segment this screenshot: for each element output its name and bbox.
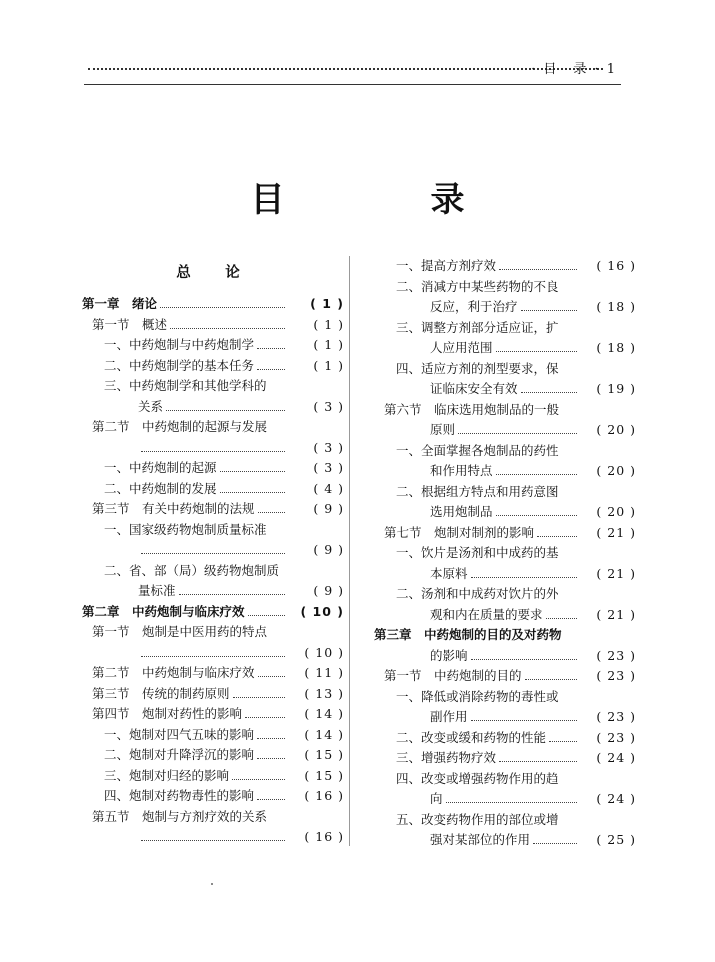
toc-entry-title: 二、汤剂和中成药对饮片的外: [396, 586, 559, 601]
toc-left-column: [82, 256, 344, 848]
toc-entry[interactable]: [374, 502, 636, 523]
toc-entry-title: 第一章 绪论: [82, 296, 158, 311]
toc-leader-dots: [220, 471, 285, 472]
toc-entry-title: 三、调整方剂部分适应证，扩: [396, 319, 559, 335]
toc-leader-dots: [525, 679, 577, 680]
toc-entry-title: 副作用: [430, 709, 468, 724]
toc-leader-dots: [257, 799, 285, 800]
toc-leader-dots: [141, 553, 285, 554]
toc-entry-title: 一、降低或消除药物的毒性或: [396, 688, 559, 704]
toc-entry-title: 一、提高方剂疗效: [396, 258, 497, 273]
toc-entry-title: 证临床安全有效: [430, 381, 518, 396]
toc-leader-dots: [521, 392, 577, 393]
toc-entry-page: ( 21 ): [596, 565, 636, 581]
toc-entry[interactable]: [82, 766, 344, 787]
toc-entry-page: ( 3 ): [313, 398, 344, 414]
toc-leader-dots: [170, 328, 285, 329]
toc-entry[interactable]: [374, 420, 636, 441]
toc-leader-dots: [496, 474, 577, 475]
toc-entry-title: 的影响: [430, 647, 468, 663]
header-leader-dots: [88, 68, 603, 70]
toc-entry-title: 关系: [138, 398, 164, 414]
toc-leader-dots: [248, 615, 285, 616]
toc-entry-title: 强对某部位的作用: [430, 832, 531, 847]
toc-entry-page: ( 23 ): [596, 709, 636, 724]
toc-entry-title: 量标准: [138, 583, 176, 598]
toc-entry[interactable]: [82, 602, 344, 623]
toc-entry[interactable]: [374, 543, 636, 564]
toc-entry-title: 第三章 中药炮制的目的及对药物: [374, 627, 562, 642]
toc-entry-title: 第一节 概述: [92, 316, 168, 332]
toc-leader-dots: [499, 269, 577, 270]
toc-leader-dots: [446, 802, 577, 803]
toc-entry[interactable]: [374, 728, 636, 749]
toc-entry-title: 第二节 中药炮制的起源与发展: [92, 419, 268, 434]
toc-entry-title: 反应，利于治疗: [430, 299, 518, 314]
toc-entry-page: ( 1 ): [313, 357, 344, 373]
toc-entry-page: ( 3 ): [313, 439, 344, 455]
toc-entry-title: 第二节 中药炮制与临床疗效: [92, 665, 255, 680]
toc-entry-title: 第七节 炮制对制剂的影响: [384, 524, 535, 540]
toc-entry[interactable]: [374, 605, 636, 626]
toc-leader-dots: [141, 451, 285, 452]
toc-leader-dots: [232, 779, 285, 780]
toc-entry[interactable]: [374, 379, 636, 400]
toc-leader-dots: [166, 410, 285, 411]
toc-entry[interactable]: [374, 441, 636, 462]
toc-entry[interactable]: [82, 479, 344, 500]
toc-entry[interactable]: [82, 540, 344, 561]
toc-leader-dots: [499, 761, 577, 762]
toc-entry[interactable]: [82, 376, 344, 397]
toc-entry-title: 四、炮制对药物毒性的影响: [104, 788, 255, 803]
toc-entry-page: ( 21 ): [596, 606, 636, 622]
toc-entry-title: 第六节 临床选用炮制品的一般: [384, 401, 560, 417]
column-divider: [349, 256, 350, 846]
toc-entry[interactable]: [374, 769, 636, 790]
toc-leader-dots: [458, 433, 577, 434]
toc-entry[interactable]: [82, 561, 344, 582]
toc-entry-title: 二、中药炮制的发展: [104, 480, 217, 496]
toc-leader-dots: [471, 720, 577, 721]
toc-entry-page: ( 11 ): [304, 665, 344, 680]
toc-entry-title: 二、中药炮制学的基本任务: [104, 357, 255, 373]
toc-leader-dots: [537, 536, 577, 537]
toc-entry-title: 二、改变或缓和药物的性能: [396, 729, 547, 745]
toc-entry-title: 观和内在质量的要求: [430, 606, 543, 622]
toc-entry[interactable]: [82, 581, 344, 602]
toc-leader-dots: [257, 738, 285, 739]
toc-entry[interactable]: [82, 827, 344, 848]
toc-entry-page: ( 21 ): [596, 524, 636, 540]
toc-entry[interactable]: [374, 359, 636, 380]
toc-entry-page: ( 15 ): [304, 767, 344, 783]
toc-entry-page: ( 14 ): [304, 726, 344, 742]
toc-entry-title: 第一节 炮制是中医用药的特点: [92, 624, 268, 639]
toc-leader-dots: [521, 310, 577, 311]
toc-entry-page: ( 19 ): [596, 381, 636, 396]
toc-entry-page: ( 9 ): [313, 501, 344, 516]
toc-entry[interactable]: [82, 745, 344, 766]
toc-entry[interactable]: [374, 318, 636, 339]
page-title: 目 录: [250, 180, 521, 220]
toc-entry-page: ( 24 ): [596, 791, 636, 806]
toc-entry-title: 五、改变药物作用的部位或增: [396, 811, 559, 827]
toc-leader-dots: [179, 594, 285, 595]
toc-entry-page: ( 16 ): [304, 829, 344, 844]
toc-entry-title: 三、增强药物疗效: [396, 750, 497, 765]
toc-entry-page: ( 20 ): [596, 504, 636, 519]
toc-entry[interactable]: [374, 789, 636, 810]
toc-entry[interactable]: [82, 684, 344, 705]
toc-entry-page: ( 1 ): [310, 296, 344, 311]
toc-entry-title: 二、省、部（局）级药物炮制质: [104, 562, 280, 578]
toc-entry-title: 四、适应方剂的剂型要求，保: [396, 360, 559, 376]
toc-entry-page: ( 15 ): [304, 747, 344, 762]
toc-leader-dots: [533, 843, 577, 844]
toc-entry-title: 一、中药炮制的起源: [104, 460, 217, 475]
toc-entry[interactable]: [82, 397, 344, 418]
toc-right-column: [374, 256, 636, 851]
toc-entry-title: 人应用范围: [430, 340, 493, 355]
toc-entry-title: 第二章 中药炮制与临床疗效: [82, 603, 245, 619]
toc-entry-title: 一、全面掌握各炮制品的药性: [396, 442, 559, 458]
toc-leader-dots: [546, 618, 577, 619]
toc-left-list: [82, 294, 344, 848]
toc-entry-title: 二、根据组方特点和用药意图: [396, 483, 559, 499]
toc-entry-title: 原则: [430, 422, 456, 437]
toc-entry[interactable]: [82, 786, 344, 807]
toc-entry-page: ( 1 ): [313, 316, 344, 332]
toc-entry-page: ( 10 ): [300, 603, 344, 619]
toc-leader-dots: [220, 492, 285, 493]
toc-entry[interactable]: [82, 704, 344, 725]
toc-entry[interactable]: [374, 564, 636, 585]
toc-leader-dots: [549, 741, 577, 742]
toc-leader-dots: [160, 307, 285, 308]
toc-entry[interactable]: [374, 810, 636, 831]
toc-entry-page: ( 23 ): [596, 647, 636, 663]
toc-leader-dots: [257, 369, 285, 370]
toc-entry-title: 一、饮片是汤剂和中成药的基: [396, 545, 559, 560]
toc-leader-dots: [245, 717, 285, 718]
toc-entry-title: 三、中药炮制学和其他学科的: [104, 378, 267, 393]
toc-entry[interactable]: [82, 356, 344, 377]
toc-entry-title: 选用炮制品: [430, 504, 493, 519]
toc-entry-page: ( 10 ): [304, 644, 344, 660]
toc-leader-dots: [257, 348, 285, 349]
toc-entry-title: 二、消减方中某些药物的不良: [396, 278, 559, 294]
toc-entry[interactable]: [374, 277, 636, 298]
toc-entry[interactable]: [374, 256, 636, 277]
section-title: 总 论: [176, 265, 250, 281]
toc-entry-page: ( 1 ): [313, 337, 344, 352]
toc-entry-page: ( 25 ): [596, 832, 636, 847]
running-header: · 目 录 · 1: [531, 62, 617, 77]
toc-entry-page: ( 4 ): [313, 480, 344, 496]
toc-entry-title: 第一节 中药炮制的目的: [384, 668, 522, 683]
toc-leader-dots: [233, 697, 285, 698]
toc-entry-title: 和作用特点: [430, 463, 493, 478]
toc-entry[interactable]: [374, 666, 636, 687]
toc-entry-page: ( 18 ): [596, 340, 636, 355]
toc-entry[interactable]: [82, 458, 344, 479]
toc-entry[interactable]: [82, 725, 344, 746]
toc-leader-dots: [496, 515, 577, 516]
toc-entry[interactable]: [82, 499, 344, 520]
toc-leader-dots: [471, 577, 577, 578]
toc-entry[interactable]: [374, 646, 636, 667]
toc-entry-page: ( 16 ): [304, 788, 344, 803]
toc-entry-title: 一、国家级药物炮制质量标准: [104, 521, 267, 537]
toc-entry-page: ( 13 ): [304, 685, 344, 701]
toc-entry-page: ( 9 ): [313, 542, 344, 557]
toc-entry-page: ( 20 ): [596, 463, 636, 478]
toc-leader-dots: [141, 840, 285, 841]
header-rule: [84, 84, 621, 85]
toc-entry-title: 一、炮制对四气五味的影响: [104, 726, 255, 742]
toc-entry-title: 向: [430, 791, 443, 806]
toc-entry[interactable]: [374, 830, 636, 851]
toc-leader-dots: [257, 758, 285, 759]
toc-leader-dots: [471, 659, 577, 660]
toc-entry[interactable]: [82, 663, 344, 684]
toc-entry-page: ( 9 ): [313, 583, 344, 598]
toc-entry-title: 第三节 有关中药炮制的法规: [92, 501, 255, 516]
toc-entry-page: ( 16 ): [596, 258, 636, 273]
toc-entry[interactable]: [374, 400, 636, 421]
toc-leader-dots: [258, 512, 285, 513]
toc-entry-page: ( 24 ): [596, 750, 636, 765]
toc-entry[interactable]: [374, 687, 636, 708]
toc-entry-title: 四、改变或增强药物作用的趋: [396, 770, 559, 786]
toc-entry-page: ( 23 ): [596, 668, 636, 683]
toc-leader-dots: [258, 676, 285, 677]
page-speck: [211, 883, 213, 885]
toc-entry-page: ( 3 ): [313, 460, 344, 475]
toc-entry-title: 一、中药炮制与中药炮制学: [104, 337, 255, 352]
toc-entry[interactable]: [82, 294, 344, 315]
toc-entry[interactable]: [374, 297, 636, 318]
toc-entry[interactable]: [374, 523, 636, 544]
toc-entry[interactable]: [82, 622, 344, 643]
toc-entry[interactable]: [374, 338, 636, 359]
toc-entry[interactable]: [82, 315, 344, 336]
toc-entry-title: 第三节 传统的制药原则: [92, 685, 230, 701]
toc-entry-title: 二、炮制对升降浮沉的影响: [104, 747, 255, 762]
toc-entry[interactable]: [374, 461, 636, 482]
toc-entry-title: 第四节 炮制对药性的影响: [92, 706, 243, 721]
toc-entry[interactable]: [82, 520, 344, 541]
toc-leader-dots: [496, 351, 577, 352]
toc-entry[interactable]: [374, 584, 636, 605]
toc-entry[interactable]: [82, 438, 344, 459]
toc-entry-page: ( 18 ): [596, 299, 636, 314]
toc-entry[interactable]: [82, 335, 344, 356]
toc-entry-title: 第五节 炮制与方剂疗效的关系: [92, 808, 268, 824]
toc-entry-title: 三、炮制对归经的影响: [104, 767, 230, 783]
toc-entry-title: 本原料: [430, 565, 468, 581]
toc-leader-dots: [141, 656, 285, 657]
toc-entry[interactable]: [82, 417, 344, 438]
toc-entry[interactable]: [374, 707, 636, 728]
toc-entry-page: ( 20 ): [596, 422, 636, 437]
toc-entry[interactable]: [82, 643, 344, 664]
toc-entry-page: ( 23 ): [596, 729, 636, 745]
toc-entry[interactable]: [82, 807, 344, 828]
toc-entry[interactable]: [374, 625, 636, 646]
toc-right-list: [374, 256, 636, 851]
toc-entry[interactable]: [374, 482, 636, 503]
toc-entry[interactable]: [374, 748, 636, 769]
toc-entry-page: ( 14 ): [304, 706, 344, 721]
